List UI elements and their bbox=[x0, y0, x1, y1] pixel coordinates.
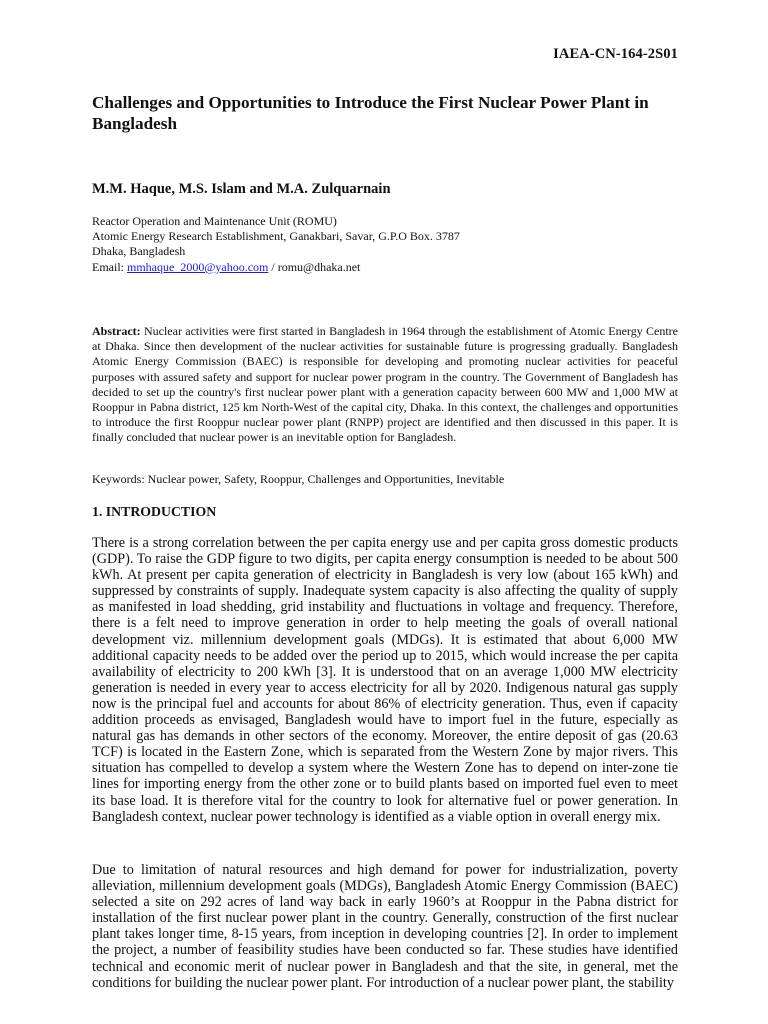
affiliation-unit: Reactor Operation and Maintenance Unit (ROMU) bbox=[92, 214, 337, 228]
abstract-text: Nuclear activities were first started in Bangladesh in 1964 through the establishment of Atomic Energy Centre at Dhaka. Since then development of the nuclear activities for sustainable future is progressing gradually. Bangladesh Atomic Energy Commission (BAEC) is responsible for developing and promoting nuclear activities for peaceful purposes with assured safety and support for nuclear power program in the country. The Government of Bangladesh has decided to set up the country's first nuclear power plant with a generation capacity between 600 MW and 1,000 MW at Rooppur in Pabna district, 125 km North-West of the capital city, Dhaka. In this context, the challenges and opportunities to introduce the first Rooppur nuclear power plant (RNPP) project are identified and then discussed in this paper. It is finally concluded that nuclear power is an inevitable option for Bangladesh. bbox=[92, 324, 678, 445]
introduction-paragraph-1: There is a strong correlation between the per capita energy use and per capita gross domestic products (GDP). To raise the GDP figure to two digits, per capita energy consumption is needed to be about 500 kWh. At present per capita generation of electricity in Bangladesh is very low (about 165 kWh) and suppressed by constraints of supply. Inadequate system capacity is also affecting the quality of supply as manifested in load shedding, grid instability and fluctuations in voltage and frequency. Therefore, there is a felt need to improve generation in order to help meeting the goals of overall national development viz. millennium development goals (MDGs). It is estimated that about 6,000 MW additional capacity needs to be added over the period up to 2015, which would increase the per capita availability of electricity to 200 kWh [3]. It is understood that on an average 1,000 MW electricity generation is needed in every year to access electricity for all by 2020. Indigenous natural gas supply now is the principal fuel and accounts for about 86% of electricity generation. Thus, even if capacity addition proceeds as envisaged, Bangladesh would have to import fuel in the future, especially as natural gas has demands in other sectors of the economy. Moreover, the entire deposit of gas (20.63 TCF) is located in the Eastern Zone, which is separated from the Western Zone by major rivers. This situation has compelled to develop a system where the Western Zone has to depend on inter-zone tie lines for importing energy from the other zone or to build plants based on imported fuel even to meet its base load. It is therefore vital for the country to look for alternative fuel or power generation. In Bangladesh context, nuclear power technology is identified as a viable option in overall energy mix. bbox=[92, 535, 678, 825]
keywords: Keywords: Nuclear power, Safety, Rooppur, Challenges and Opportunities, Inevitable bbox=[92, 472, 505, 486]
email-line bbox=[92, 260, 460, 275]
email-label: Email: bbox=[92, 259, 127, 274]
introduction-paragraph-2: Due to limitation of natural resources and high demand for power for industrialization, poverty alleviation, millennium development goals (MDGs), Bangladesh Atomic Energy Commission (BAEC) selected a site on 292 acres of land way back in early 1960’s at Rooppur in the Pabna district for installation of the first nuclear power plant in the country. Generally, construction of the first nuclear plant takes longer time, 8-15 years, from inception in developing countries [2]. In order to implement the project, a number of feasibility studies have been conducted so far. These studies have identified technical and economic merit of nuclear power in Bangladesh and that the site, in general, met the conditions for building the nuclear power plant. For introduction of a nuclear power plant, the stability bbox=[92, 862, 678, 991]
paper-title: Challenges and Opportunities to Introduce the First Nuclear Power Plant in Bangladesh bbox=[92, 93, 649, 133]
email-link[interactable]: mmhaque_2000@yahoo.com bbox=[127, 259, 269, 274]
affiliation-city: Dhaka, Bangladesh bbox=[92, 244, 186, 259]
section-heading-introduction: 1. INTRODUCTION bbox=[92, 504, 217, 519]
affiliation-block bbox=[92, 214, 460, 275]
abstract-label: Abstract: bbox=[92, 324, 141, 338]
abstract bbox=[92, 324, 678, 446]
document-id: IAEA-CN-164-2S01 bbox=[553, 46, 678, 62]
affiliation-institute: Atomic Energy Research Establishment, Ganakbari, Savar, G.P.O Box. 3787 bbox=[92, 229, 460, 244]
email-secondary: / romu@dhaka.net bbox=[268, 259, 361, 274]
author-list: M.M. Haque, M.S. Islam and M.A. Zulquarnain bbox=[92, 181, 391, 197]
paper-page bbox=[92, 0, 678, 1024]
